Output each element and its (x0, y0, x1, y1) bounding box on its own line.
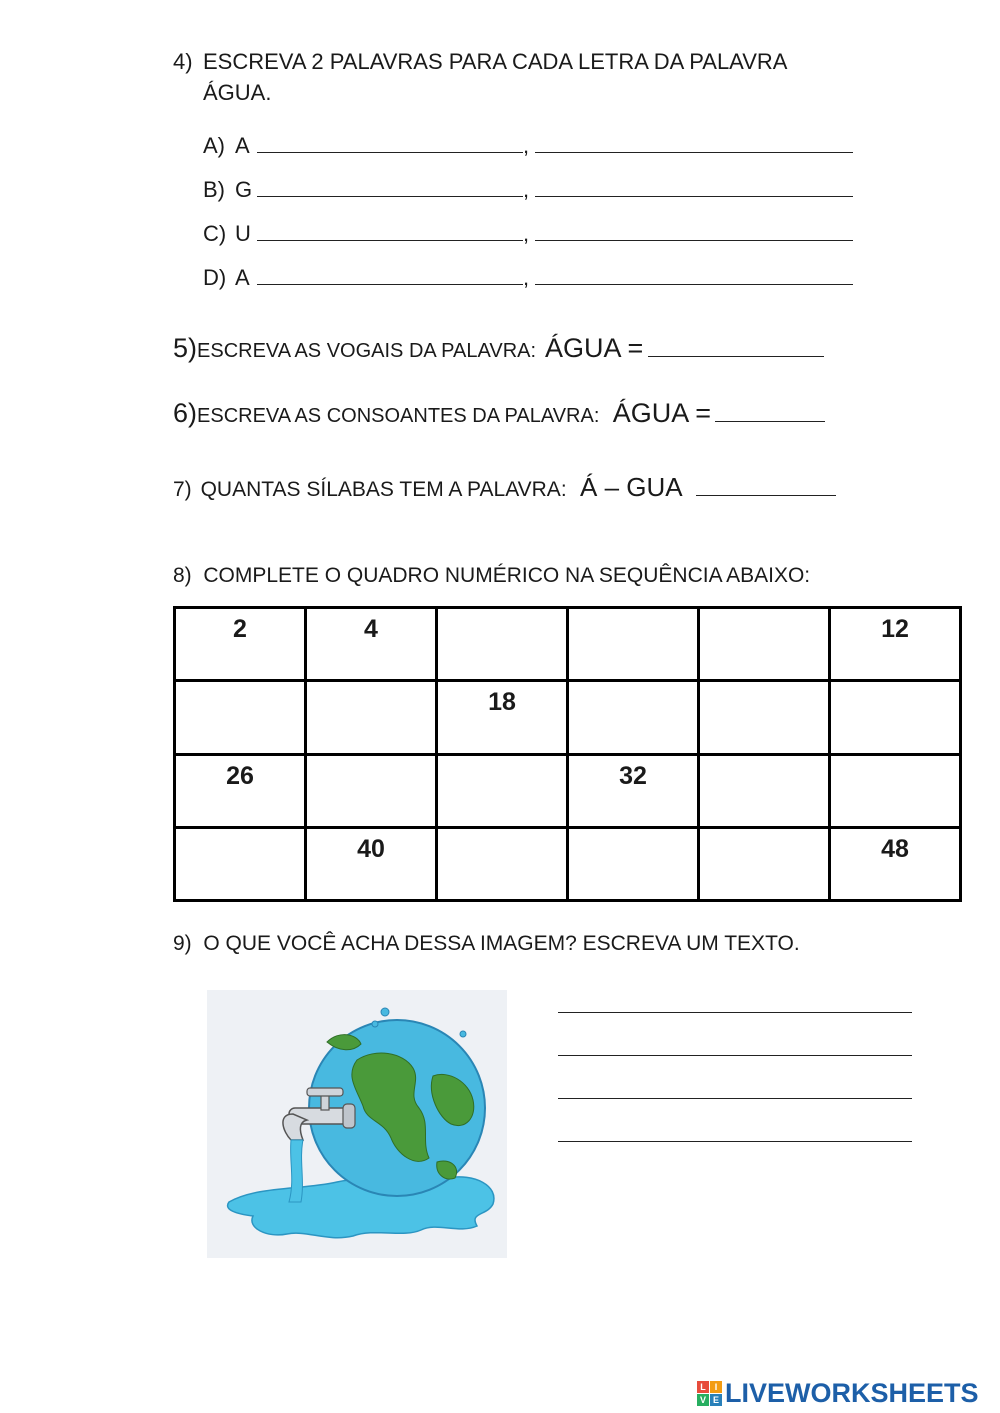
grid-row (175, 608, 961, 681)
comma: , (523, 133, 530, 158)
grid-cell[interactable] (699, 754, 830, 827)
q7-text: QUANTAS SÍLABAS TEM A PALAVRA: (200, 478, 567, 501)
logo-letter: L (697, 1381, 709, 1393)
q8-text: COMPLETE O QUADRO NUMÉRICO NA SEQUÊNCIA ABAIXO: (203, 564, 811, 587)
grid-cell[interactable] (437, 827, 568, 900)
question-6 (173, 398, 825, 429)
answer-line[interactable] (257, 222, 523, 241)
grid-cell: 32 (568, 754, 699, 827)
answer-line[interactable] (257, 178, 523, 197)
earth-faucet-drawing (207, 990, 507, 1258)
grid-cell: 2 (175, 608, 306, 681)
q4-text-line2: ÁGUA. (203, 80, 272, 105)
item-letter: A (235, 265, 250, 290)
q4-number: 4) (173, 49, 193, 74)
grid-cell[interactable] (437, 608, 568, 681)
answer-line[interactable] (257, 134, 523, 153)
writing-line[interactable] (558, 1012, 912, 1013)
q6-word: ÁGUA = (612, 398, 712, 428)
grid-cell[interactable] (568, 608, 699, 681)
answer-line[interactable] (535, 134, 853, 153)
grid-cell[interactable] (306, 681, 437, 754)
logo-letter: I (710, 1381, 722, 1393)
q7-word: Á – GUA (580, 472, 683, 502)
item-label: C) (203, 221, 227, 246)
grid-cell: 4 (306, 608, 437, 681)
question-5 (173, 333, 824, 364)
q9-number: 9) (173, 932, 192, 955)
question-8 (173, 564, 810, 588)
q8-number: 8) (173, 564, 192, 587)
writing-line[interactable] (558, 1098, 912, 1099)
q4-item-d (203, 265, 853, 291)
comma: , (523, 265, 530, 290)
grid-cell[interactable] (175, 827, 306, 900)
grid-cell[interactable] (175, 681, 306, 754)
question-7 (173, 472, 836, 503)
question-9 (173, 932, 800, 956)
q4-item-c (203, 221, 853, 247)
logo-squares-icon (697, 1381, 722, 1406)
answer-line[interactable] (648, 338, 824, 357)
item-letter: U (235, 221, 251, 246)
grid-cell: 12 (830, 608, 961, 681)
grid-cell[interactable] (568, 827, 699, 900)
item-label: A) (203, 133, 225, 158)
grid-cell: 18 (437, 681, 568, 754)
q5-number: 5) (173, 333, 198, 363)
comma: , (523, 221, 530, 246)
q4-item-b (203, 177, 853, 203)
grid-row (175, 827, 961, 900)
grid-cell[interactable] (699, 681, 830, 754)
liveworksheets-logo (697, 1377, 979, 1408)
answer-line[interactable] (535, 266, 853, 285)
grid-row (175, 681, 961, 754)
q6-text: ESCREVA AS CONSOANTES DA PALAVRA: (197, 405, 600, 427)
writing-line[interactable] (558, 1141, 912, 1142)
grid-cell[interactable] (830, 681, 961, 754)
grid-cell[interactable] (699, 608, 830, 681)
q9-text: O QUE VOCÊ ACHA DESSA IMAGEM? ESCREVA UM TEXTO. (203, 932, 800, 955)
writing-line[interactable] (558, 1055, 912, 1056)
earth-faucet-illustration (207, 990, 507, 1258)
number-grid (173, 606, 962, 902)
item-label: D) (203, 265, 227, 290)
logo-letter: E (710, 1394, 722, 1406)
q6-number: 6) (173, 398, 198, 428)
q5-text: ESCREVA AS VOGAIS DA PALAVRA: (197, 340, 537, 362)
q5-word: ÁGUA = (544, 333, 644, 363)
item-letter: A (235, 133, 250, 158)
q4-text-line1: ESCREVA 2 PALAVRAS PARA CADA LETRA DA PALAVRA (203, 49, 788, 74)
answer-line[interactable] (535, 178, 853, 197)
grid-cell[interactable] (306, 754, 437, 827)
brand-name: LIVEWORKSHEETS (725, 1377, 979, 1408)
q4-item-a (203, 133, 853, 159)
grid-cell[interactable] (830, 754, 961, 827)
grid-cell: 26 (175, 754, 306, 827)
grid-cell: 40 (306, 827, 437, 900)
answer-line[interactable] (535, 222, 853, 241)
answer-line[interactable] (257, 266, 523, 285)
item-letter: G (235, 177, 253, 202)
logo-letter: V (697, 1394, 709, 1406)
grid-cell[interactable] (699, 827, 830, 900)
comma: , (523, 177, 530, 202)
question-4 (173, 46, 787, 108)
grid-cell[interactable] (568, 681, 699, 754)
item-label: B) (203, 177, 225, 202)
grid-row (175, 754, 961, 827)
grid-cell[interactable] (437, 754, 568, 827)
answer-line[interactable] (696, 477, 836, 496)
grid-cell: 48 (830, 827, 961, 900)
answer-line[interactable] (715, 403, 825, 422)
q7-number: 7) (173, 478, 192, 501)
